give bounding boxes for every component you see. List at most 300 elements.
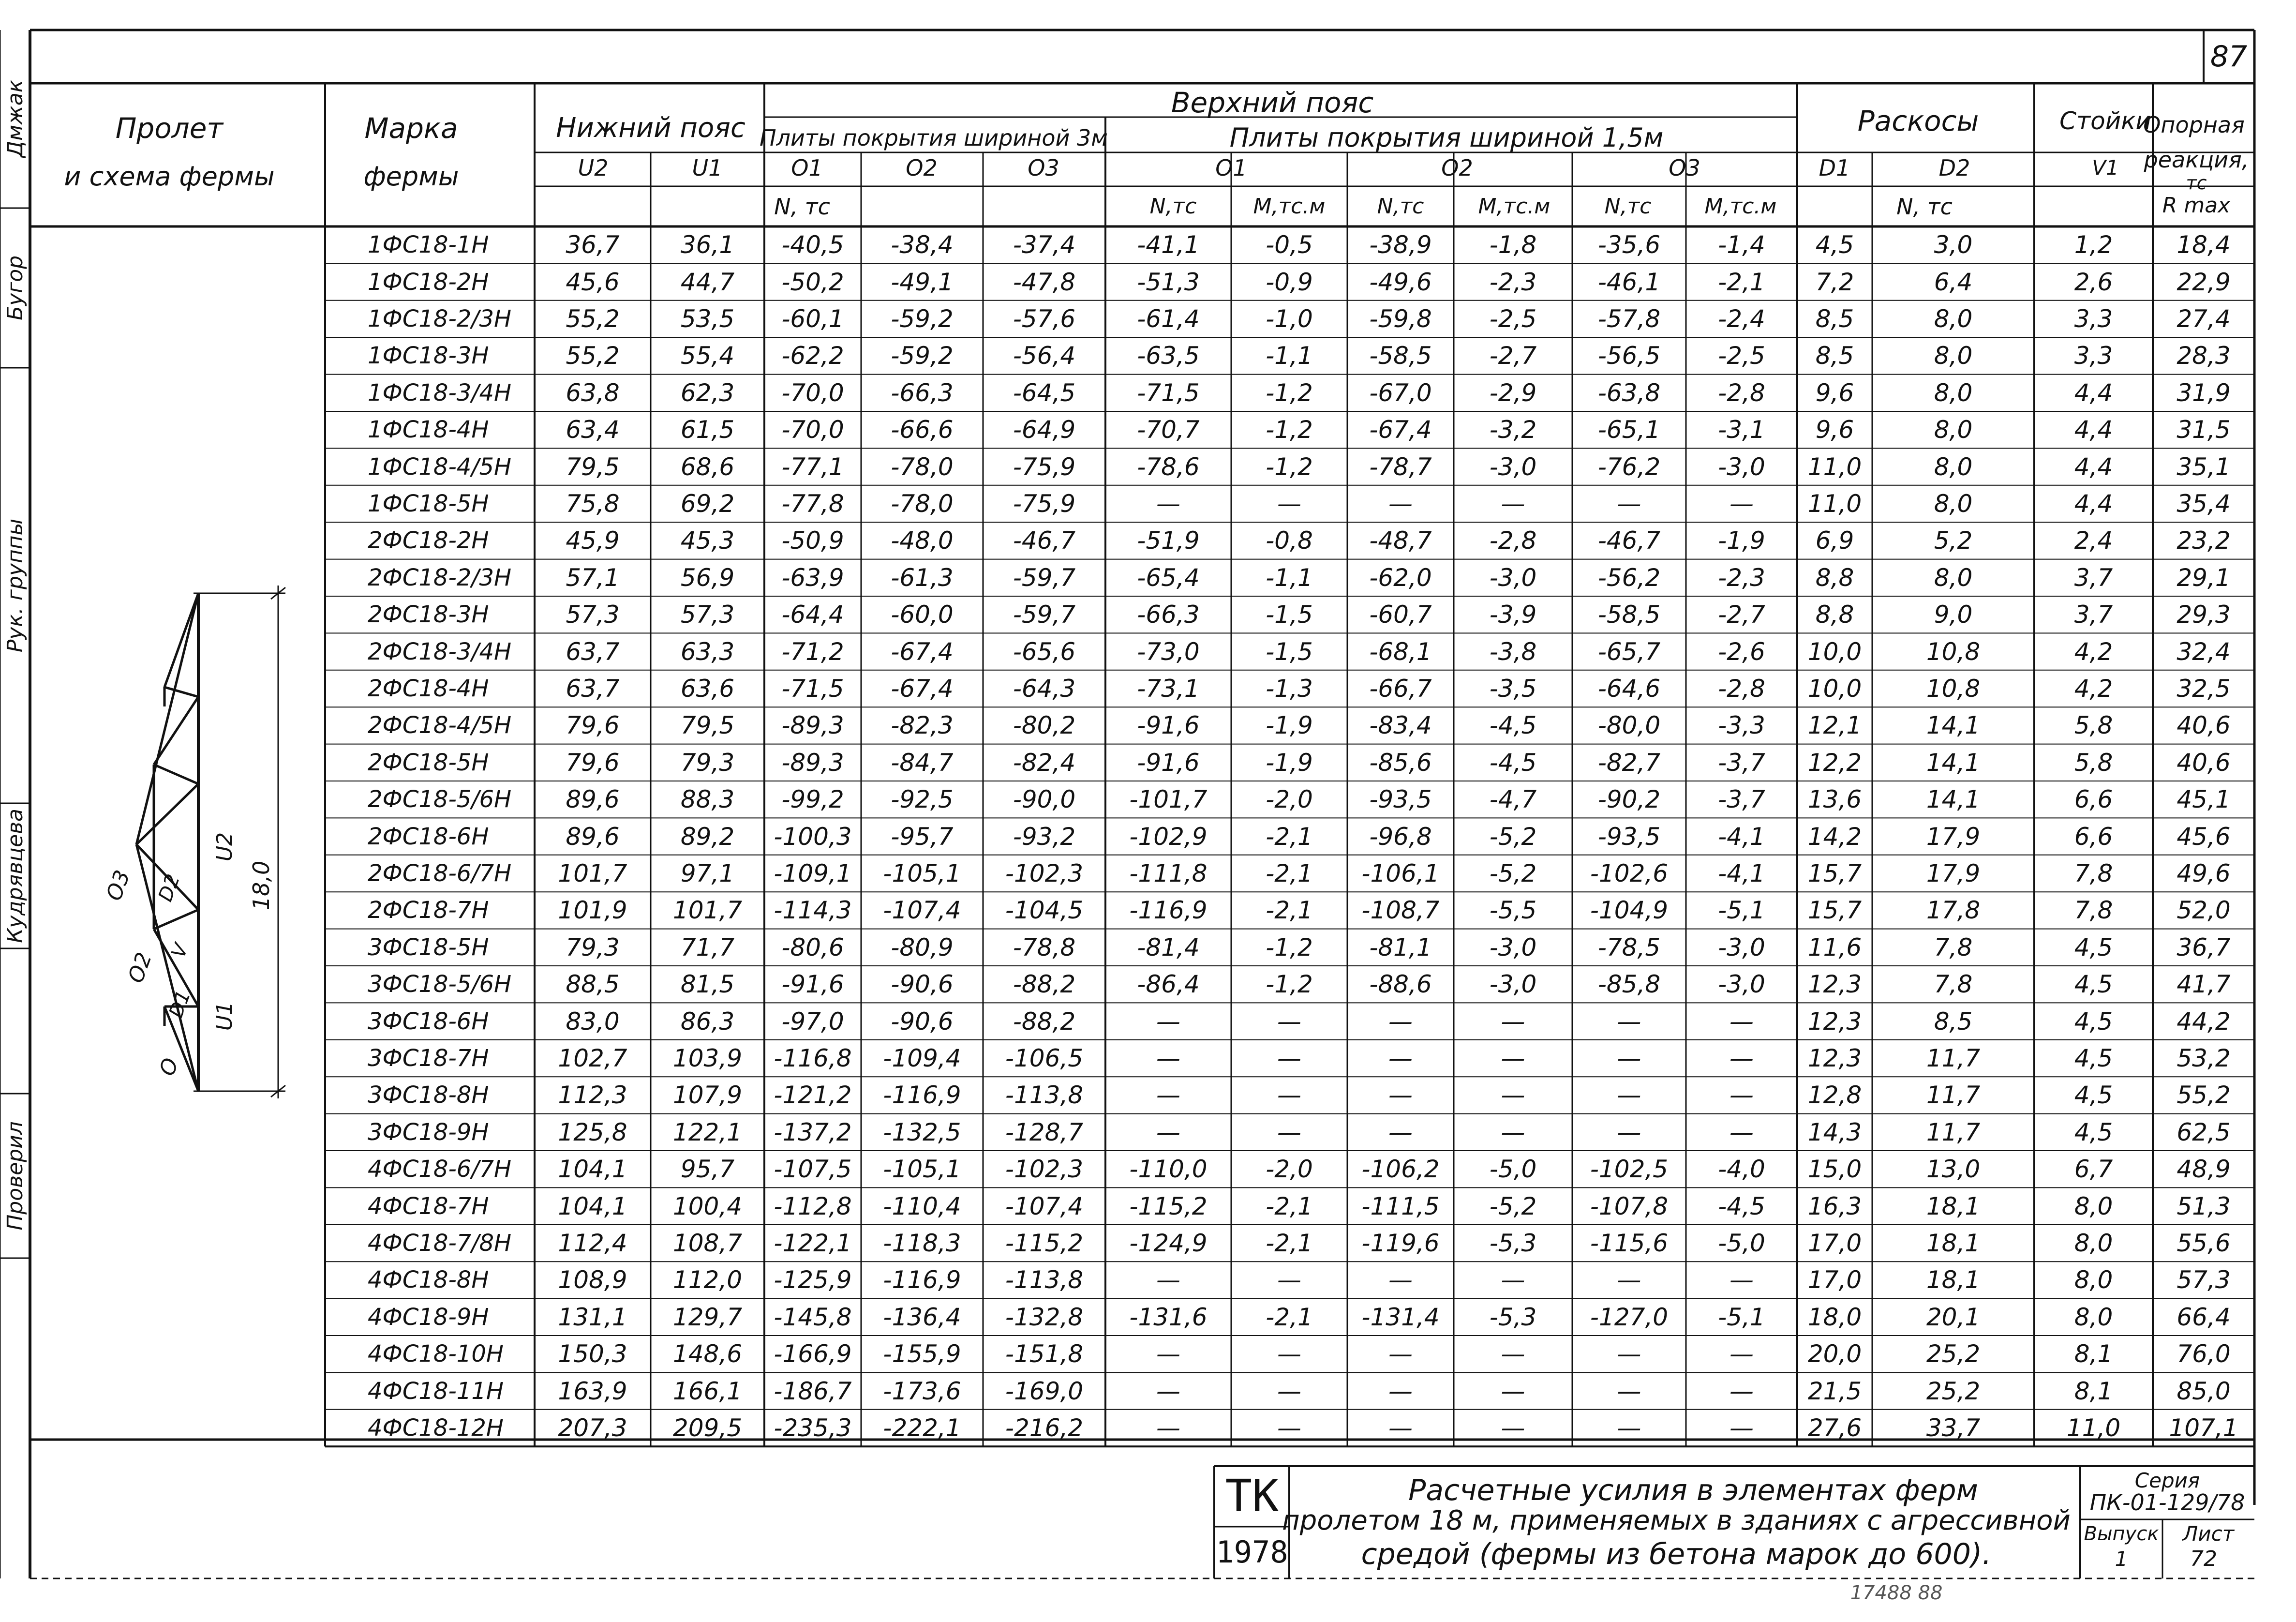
table-cell: 1,2: [2074, 231, 2113, 259]
truss-mark: 2ФС18-4Н: [368, 675, 489, 702]
table-cell: -75,9: [1013, 490, 1076, 518]
table-cell: 108,9: [558, 1266, 627, 1294]
table-cell: 5,8: [2074, 711, 2113, 740]
table-cell: —: [1156, 1118, 1180, 1146]
header-o3-a: O3: [1028, 155, 1059, 181]
table-cell: —: [1156, 1081, 1180, 1110]
table-cell: -3,7: [1718, 748, 1765, 777]
table-cell: -4,5: [1718, 1192, 1765, 1220]
table-cell: 101,7: [672, 896, 743, 925]
table-cell: 12,3: [1807, 970, 1862, 999]
truss-span-dimension: 18,0: [248, 860, 274, 911]
table-cell: —: [1388, 1340, 1413, 1368]
table-cell: 95,7: [680, 1155, 735, 1184]
truss-mark: 2ФС18-3/4Н: [368, 638, 512, 665]
table-cell: —: [1388, 490, 1413, 518]
table-cell: -115,2: [1129, 1192, 1208, 1220]
table-cell: -63,8: [1597, 378, 1661, 407]
table-cell: -106,2: [1361, 1155, 1440, 1184]
table-cell: 79,6: [566, 748, 620, 777]
table-cell: -137,2: [774, 1118, 852, 1146]
table-cell: -112,8: [774, 1192, 852, 1220]
table-cell: -235,3: [774, 1414, 852, 1442]
table-cell: -106,5: [1005, 1044, 1084, 1072]
table-cell: -70,7: [1137, 416, 1200, 444]
table-cell: 12,3: [1807, 1044, 1862, 1072]
table-cell: 4,5: [2074, 970, 2113, 999]
table-cell: -65,6: [1013, 637, 1076, 666]
table-cell: -107,8: [1590, 1192, 1669, 1220]
header-m-3: M,тс.м: [1704, 194, 1777, 219]
truss-label-d2: D2: [154, 871, 185, 905]
table-cell: 32,5: [2177, 675, 2231, 703]
table-cell: -59,2: [891, 342, 954, 370]
truss-mark: 3ФС18-7Н: [368, 1045, 489, 1072]
table-cell: -166,9: [774, 1340, 852, 1368]
table-cell: -91,6: [1137, 748, 1200, 777]
table-cell: -3,0: [1718, 452, 1765, 481]
table-cell: -56,5: [1597, 342, 1661, 370]
table-cell: -80,6: [781, 933, 844, 961]
table-cell: -67,0: [1369, 378, 1432, 407]
table-cell: -2,9: [1489, 378, 1537, 407]
table-cell: -64,3: [1013, 675, 1076, 703]
table-cell: -59,8: [1369, 305, 1432, 333]
table-cell: 63,3: [680, 637, 735, 666]
header-span: Пролет: [115, 112, 224, 145]
table-cell: -3,8: [1489, 637, 1537, 666]
table-cell: —: [1388, 1007, 1413, 1036]
table-cell: -124,9: [1129, 1229, 1208, 1257]
table-cell: -169,0: [1005, 1377, 1084, 1405]
table-cell: -3,0: [1718, 933, 1765, 961]
table-cell: 17,0: [1807, 1266, 1862, 1294]
table-cell: -105,1: [883, 859, 961, 887]
table-cell: -4,5: [1489, 748, 1537, 777]
table-cell: 53,2: [2177, 1044, 2231, 1072]
truss-mark: 2ФС18-2Н: [368, 527, 489, 555]
table-cell: 4,2: [2074, 637, 2113, 666]
table-cell: -5,3: [1489, 1229, 1537, 1257]
header-o1-b: O1: [1215, 155, 1247, 181]
table-cell: 7,8: [2074, 859, 2113, 887]
truss-mark: 3ФС18-5/6Н: [368, 971, 512, 998]
table-cell: -66,6: [891, 416, 954, 444]
table-cell: 88,3: [680, 785, 735, 814]
table-cell: 31,5: [2177, 416, 2231, 444]
table-cell: 122,1: [672, 1118, 743, 1146]
table-cell: 4,4: [2074, 378, 2113, 407]
table-cell: -64,6: [1597, 675, 1661, 703]
table-cell: 4,4: [2074, 490, 2113, 518]
table-cell: -93,5: [1597, 822, 1661, 851]
header-o3-b: O3: [1669, 155, 1700, 181]
table-cell: 28,3: [2177, 342, 2231, 370]
table-cell: -5,1: [1718, 1303, 1765, 1331]
table-cell: -110,4: [883, 1192, 961, 1220]
table-cell: -0,9: [1266, 268, 1313, 296]
table-cell: 5,8: [2074, 748, 2113, 777]
table-cell: -86,4: [1137, 970, 1200, 999]
table-cell: —: [1388, 1081, 1413, 1110]
table-cell: 49,6: [2177, 859, 2231, 887]
table-cell: -145,8: [774, 1303, 852, 1331]
table-cell: -37,4: [1013, 231, 1076, 259]
table-cell: 9,6: [1815, 416, 1854, 444]
table-cell: -58,5: [1369, 342, 1432, 370]
table-cell: —: [1729, 1007, 1754, 1036]
table-cell: -3,1: [1718, 416, 1765, 444]
table-cell: 57,3: [566, 601, 620, 629]
table-cell: —: [1501, 1044, 1525, 1072]
header-u2: U2: [578, 155, 609, 181]
table-cell: —: [1277, 1044, 1301, 1072]
table-cell: -1,3: [1266, 675, 1313, 703]
table-cell: 8,0: [1934, 490, 1973, 518]
table-cell: 29,3: [2177, 601, 2231, 629]
table-cell: -114,3: [774, 896, 852, 925]
table-cell: -61,3: [891, 563, 954, 592]
table-cell: -107,4: [883, 896, 961, 925]
table-cell: -2,8: [1718, 675, 1765, 703]
table-cell: —: [1277, 1007, 1301, 1036]
header-posts: Стойки: [2059, 107, 2151, 135]
table-cell: -75,9: [1013, 452, 1076, 481]
table-cell: -1,0: [1266, 305, 1313, 333]
truss-mark: 4ФС18-7Н: [368, 1192, 489, 1220]
table-cell: 15,0: [1807, 1155, 1862, 1184]
table-cell: —: [1501, 1007, 1525, 1036]
series-value: ПК-01-129/78: [2089, 1489, 2245, 1516]
table-cell: -82,3: [891, 711, 954, 740]
table-cell: -59,2: [891, 305, 954, 333]
table-cell: -65,4: [1137, 563, 1200, 592]
table-cell: -38,4: [891, 231, 954, 259]
table-cell: —: [1277, 1340, 1301, 1368]
table-cell: -59,7: [1013, 601, 1076, 629]
table-cell: -1,2: [1266, 378, 1313, 407]
table-cell: 4,5: [2074, 1044, 2113, 1072]
table-cell: 40,6: [2177, 748, 2231, 777]
table-cell: —: [1277, 1377, 1301, 1405]
table-cell: 101,7: [558, 859, 627, 887]
table-cell: —: [1617, 1118, 1641, 1146]
table-cell: 14,1: [1926, 748, 1981, 777]
side-stamp-5: Проверил: [3, 1121, 28, 1231]
table-cell: 150,3: [558, 1340, 627, 1368]
table-cell: 14,2: [1807, 822, 1862, 851]
table-cell: 17,0: [1807, 1229, 1862, 1257]
table-cell: -100,3: [774, 822, 852, 851]
header-slabs-3: Плиты покрытия шириной 3м: [760, 125, 1108, 151]
table-cell: -1,9: [1266, 748, 1313, 777]
truss-mark: 3ФС18-8Н: [368, 1081, 489, 1109]
header-support-4: R max: [2162, 193, 2231, 218]
table-cell: -99,2: [781, 785, 844, 814]
title-line-1: Расчетные усилия в элементах ферм: [1408, 1473, 1978, 1507]
table-cell: 88,5: [566, 970, 620, 999]
table-cell: -2,7: [1718, 601, 1765, 629]
table-cell: 17,9: [1926, 822, 1981, 851]
table-cell: -102,6: [1590, 859, 1669, 887]
table-cell: 2,4: [2074, 526, 2113, 555]
table-cell: 6,7: [2074, 1155, 2113, 1184]
table-cell: -2,1: [1266, 896, 1313, 925]
table-cell: -116,9: [883, 1266, 961, 1294]
header-support-3: тс: [2186, 172, 2207, 194]
table-cell: -38,9: [1369, 231, 1432, 259]
table-cell: -56,2: [1597, 563, 1661, 592]
table-cell: -2,1: [1718, 268, 1765, 296]
table-cell: 4,5: [1815, 231, 1854, 259]
table-cell: -57,8: [1597, 305, 1661, 333]
table-cell: -64,9: [1013, 416, 1076, 444]
table-cell: 7,8: [2074, 896, 2113, 925]
table-cell: -118,3: [883, 1229, 961, 1257]
table-cell: -64,4: [781, 601, 844, 629]
table-cell: -48,7: [1369, 526, 1432, 555]
table-cell: 125,8: [558, 1118, 627, 1146]
table-cell: 79,5: [566, 452, 620, 481]
table-cell: -0,8: [1266, 526, 1313, 555]
table-cell: -78,0: [891, 490, 954, 518]
table-cell: 107,1: [2169, 1414, 2238, 1442]
table-cell: 61,5: [680, 416, 735, 444]
table-cell: -60,1: [781, 305, 844, 333]
table-cell: -3,0: [1489, 563, 1537, 592]
table-cell: -127,0: [1590, 1303, 1669, 1331]
table-cell: 17,9: [1926, 859, 1981, 887]
table-cell: -57,6: [1013, 305, 1076, 333]
table-cell: -132,8: [1005, 1303, 1084, 1331]
header-n-1: N,тс: [1149, 194, 1197, 219]
table-cell: -61,4: [1137, 305, 1200, 333]
table-cell: 8,0: [1934, 378, 1973, 407]
table-cell: -3,0: [1718, 970, 1765, 999]
table-cell: 101,9: [558, 896, 627, 925]
table-cell: -78,5: [1597, 933, 1661, 961]
table-cell: -90,0: [1013, 785, 1076, 814]
table-cell: 9,0: [1934, 601, 1973, 629]
side-stamp-4: Кудрявцева: [3, 809, 28, 943]
table-cell: -5,5: [1489, 896, 1537, 925]
table-cell: 85,0: [2177, 1377, 2231, 1405]
table-cell: 148,6: [672, 1340, 743, 1368]
table-cell: -66,3: [891, 378, 954, 407]
header-support: Опорная: [2143, 112, 2245, 138]
table-cell: 3,7: [2074, 601, 2113, 629]
table-cell: -1,8: [1489, 231, 1537, 259]
truss-label-o2: O2: [123, 949, 157, 986]
table-cell: -3,0: [1489, 452, 1537, 481]
table-cell: -64,5: [1013, 378, 1076, 407]
truss-mark: 4ФС18-7/8Н: [368, 1230, 512, 1257]
table-cell: -216,2: [1005, 1414, 1084, 1442]
table-cell: 13,6: [1807, 785, 1862, 814]
table-cell: -47,8: [1013, 268, 1076, 296]
table-cell: 100,4: [672, 1192, 743, 1220]
table-cell: —: [1156, 1340, 1180, 1368]
header-n-3: N,тс: [1604, 194, 1652, 219]
table-cell: -1,4: [1718, 231, 1765, 259]
truss-mark: 3ФС18-5Н: [368, 933, 489, 961]
table-cell: —: [1277, 1081, 1301, 1110]
table-cell: -58,5: [1597, 601, 1661, 629]
table-cell: 57,1: [566, 563, 620, 592]
truss-mark: 4ФС18-8Н: [368, 1266, 489, 1294]
table-cell: -2,1: [1266, 1303, 1313, 1331]
table-cell: -93,5: [1369, 785, 1432, 814]
table-cell: -4,1: [1718, 859, 1765, 887]
table-cell: 63,4: [566, 416, 620, 444]
truss-mark: 1ФС18-1Н: [368, 231, 489, 259]
table-cell: 76,0: [2177, 1340, 2231, 1368]
table-cell: 21,5: [1807, 1377, 1862, 1405]
table-cell: 103,9: [672, 1044, 743, 1072]
table-cell: -173,6: [883, 1377, 961, 1405]
table-cell: 35,4: [2177, 490, 2231, 518]
table-cell: -2,3: [1489, 268, 1537, 296]
table-cell: —: [1729, 1044, 1754, 1072]
table-cell: -78,7: [1369, 452, 1432, 481]
table-cell: 89,6: [566, 822, 620, 851]
table-cell: -119,6: [1361, 1229, 1440, 1257]
header-o2-b: O2: [1441, 155, 1473, 181]
table-cell: —: [1156, 1414, 1180, 1442]
table-cell: 55,2: [2177, 1081, 2231, 1110]
table-cell: -3,7: [1718, 785, 1765, 814]
table-cell: 45,6: [2177, 822, 2231, 851]
table-cell: 18,4: [2177, 231, 2231, 259]
table-cell: 8,8: [1815, 563, 1854, 592]
table-cell: —: [1388, 1414, 1413, 1442]
table-cell: -107,5: [774, 1155, 852, 1184]
table-cell: -102,3: [1005, 1155, 1084, 1184]
table-cell: 8,0: [2074, 1229, 2113, 1257]
table-cell: -88,2: [1013, 970, 1076, 999]
table-cell: 55,2: [566, 342, 620, 370]
table-cell: 14,1: [1926, 785, 1981, 814]
table-cell: 6,6: [2074, 822, 2113, 851]
table-cell: -93,2: [1013, 822, 1076, 851]
table-cell: -115,6: [1590, 1229, 1669, 1257]
header-span-2: и схема фермы: [64, 161, 275, 192]
table-cell: 112,3: [558, 1081, 627, 1110]
table-cell: -116,9: [883, 1081, 961, 1110]
table-cell: 11,6: [1807, 933, 1862, 961]
table-cell: -3,2: [1489, 416, 1537, 444]
table-cell: -136,4: [883, 1303, 961, 1331]
table-cell: 45,9: [566, 526, 620, 555]
table-cell: -85,6: [1369, 748, 1432, 777]
table-cell: -102,3: [1005, 859, 1084, 887]
table-cell: 8,1: [2074, 1340, 2113, 1368]
truss-mark: 2ФС18-3Н: [368, 601, 489, 629]
table-cell: -110,0: [1129, 1155, 1208, 1184]
table-cell: -3,0: [1489, 933, 1537, 961]
table-cell: 10,0: [1807, 675, 1862, 703]
table-cell: -2,1: [1266, 822, 1313, 851]
truss-mark: 4ФС18-11Н: [368, 1377, 504, 1405]
table-cell: 8,0: [1934, 563, 1973, 592]
table-cell: -48,0: [891, 526, 954, 555]
table-cell: —: [1617, 1414, 1641, 1442]
table-cell: —: [1617, 1081, 1641, 1110]
table-cell: 69,2: [680, 490, 735, 518]
table-cell: -71,5: [781, 675, 844, 703]
table-cell: 25,2: [1926, 1377, 1981, 1405]
table-cell: 8,8: [1815, 601, 1854, 629]
table-cell: 62,5: [2177, 1118, 2231, 1146]
table-cell: 4,4: [2074, 416, 2113, 444]
table-cell: -4,7: [1489, 785, 1537, 814]
table-cell: 53,5: [680, 305, 735, 333]
table-cell: 89,2: [680, 822, 735, 851]
table-cell: —: [1277, 490, 1301, 518]
table-cell: 86,3: [680, 1007, 735, 1036]
table-cell: —: [1388, 1377, 1413, 1405]
table-cell: -85,8: [1597, 970, 1661, 999]
table-cell: -66,7: [1369, 675, 1432, 703]
table-cell: -90,2: [1597, 785, 1661, 814]
table-cell: 18,0: [1807, 1303, 1862, 1331]
table-cell: 44,2: [2177, 1007, 2231, 1036]
table-cell: 55,4: [680, 342, 735, 370]
table-cell: 3,3: [2074, 305, 2113, 333]
table-cell: -3,5: [1489, 675, 1537, 703]
table-cell: -1,9: [1266, 711, 1313, 740]
table-cell: 16,3: [1807, 1192, 1862, 1220]
truss-scheme: [136, 586, 285, 1098]
table-cell: -89,3: [781, 748, 844, 777]
table-cell: 18,1: [1926, 1229, 1981, 1257]
table-cell: 11,7: [1926, 1044, 1981, 1072]
table-cell: -1,2: [1266, 970, 1313, 999]
table-cell: 9,6: [1815, 378, 1854, 407]
table-cell: 11,7: [1926, 1081, 1981, 1110]
table-cell: 8,5: [1934, 1007, 1973, 1036]
table-cell: 8,0: [1934, 416, 1973, 444]
table-cell: -46,7: [1597, 526, 1661, 555]
table-cell: —: [1501, 1081, 1525, 1110]
table-cell: -81,4: [1137, 933, 1200, 961]
table-cell: -60,0: [891, 601, 954, 629]
title-line-3: средой (фермы из бетона марок до 600).: [1361, 1537, 1992, 1571]
header-m-2: M,тс.м: [1478, 194, 1551, 219]
table-cell: -5,0: [1718, 1229, 1765, 1257]
table-cell: -62,2: [781, 342, 844, 370]
header-top-chord: Верхний пояс: [1171, 86, 1374, 119]
table-cell: 112,0: [672, 1266, 743, 1294]
table-cell: —: [1729, 1118, 1754, 1146]
table-cell: 40,6: [2177, 711, 2231, 740]
table-cell: 17,8: [1926, 896, 1981, 925]
table-cell: 11,0: [2066, 1414, 2121, 1442]
table-cell: -2,3: [1718, 563, 1765, 592]
table-cell: 11,0: [1807, 490, 1862, 518]
table-cell: 22,9: [2177, 268, 2231, 296]
table-cell: -96,8: [1369, 822, 1432, 851]
table-cell: -4,0: [1718, 1155, 1765, 1184]
table-cell: -1,2: [1266, 933, 1313, 961]
truss-mark: 1ФС18-2Н: [368, 268, 489, 296]
truss-mark: 2ФС18-5/6Н: [368, 786, 512, 813]
table-cell: 8,0: [1934, 305, 1973, 333]
table-cell: -106,1: [1361, 859, 1440, 887]
table-cell: —: [1501, 1266, 1525, 1294]
table-cell: 8,5: [1815, 305, 1854, 333]
side-stamp-3: Рук. группы: [3, 518, 28, 653]
